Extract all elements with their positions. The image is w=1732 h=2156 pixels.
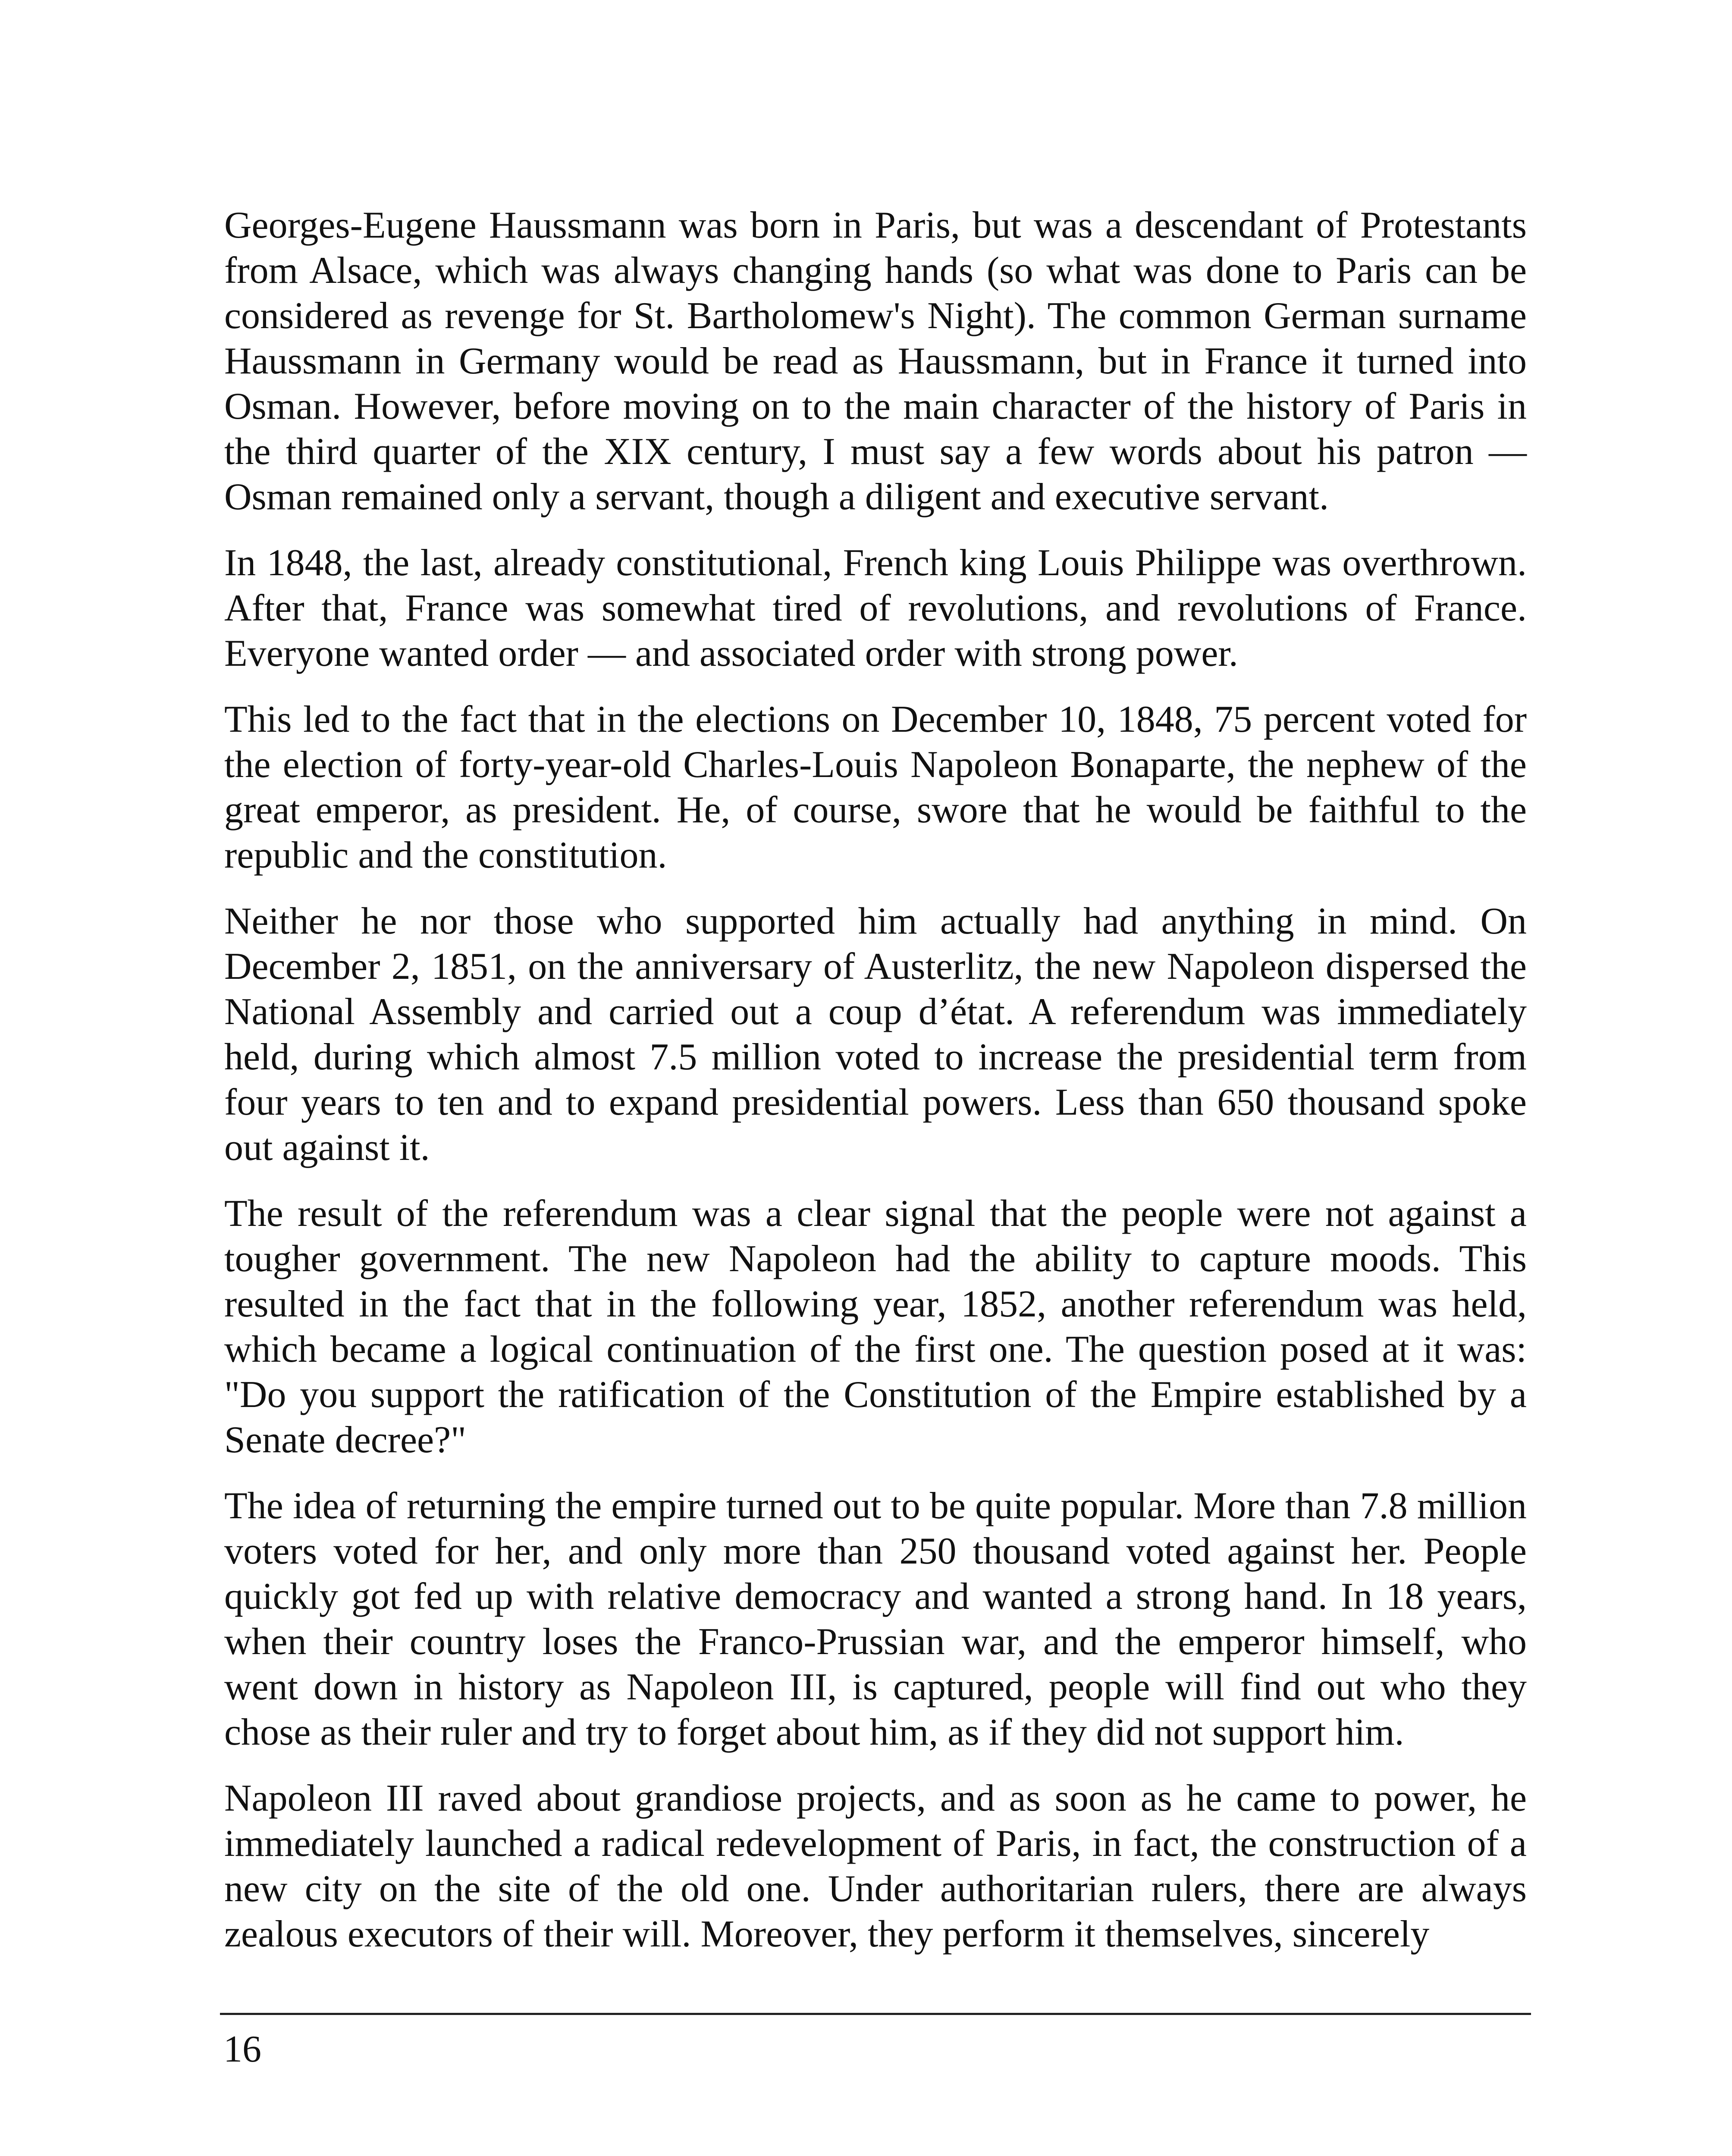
paragraph-5: The result of the referendum was a clear signal that the people were not against a tougher government. The new Napoleon had the ability to capture moods. This resulted in the fact that in the following year, 1852, another referendum was held, which became a logical continuation of the first one. The question posed at it was: "Do you support the ratification of the Constitution of the Empire established by a Senate decree?" — [224, 1193, 1527, 1461]
paragraph-2: In 1848, the last, already constitutional, French king Louis Philippe was overthrown. After that, France was somewhat tired of revolutions, and revolutions of France. Everyone wanted order — and associated order with strong power. — [224, 542, 1527, 674]
paragraph-7: Napoleon III raved about grandiose projects, and as soon as he came to power, he immediately launched a radical redevelopment of Paris, in fact, the construction of a new city on the site of the old one. Under authoritarian rulers, there are always zealous executors of their will. Moreover, they perform it themselves, sincerely — [224, 1777, 1527, 1955]
page-number: 16 — [223, 2028, 261, 2070]
paragraph-3: This led to the fact that in the elections on December 10, 1848, 75 percent voted for the election of forty-year-old Charles-Louis Napoleon Bonaparte, the nephew of the great emperor, as president. He, of course, swore that he would be faithful to the republic and the constitution. — [224, 699, 1527, 876]
paragraph-1: Georges-Eugene Haussmann was born in Paris, but was a descendant of Protestants from Alsace, which was always changing hands (so what was done to Paris can be considered as revenge for St. Bartholomew's Night). The common German surname Haussmann in Germany would be read as Haussmann, but in France it turned into Osman. However, before moving on to the main character of the history of Paris in the third quarter of the XIX century, I must say a few words about his patron — Osman remained only a servant, though a diligent and executive servant. — [224, 204, 1527, 518]
footer-divider — [220, 2013, 1531, 2015]
paragraph-6: The idea of returning the empire turned out to be quite popular. More than 7.8 million voters voted for her, and only more than 250 thousand voted against her. People quickly got fed up with relative democracy and wanted a strong hand. In 18 years, when their country loses the Franco-Prussian war, and the emperor himself, who went down in history as Napoleon III, is captured, people will find out who they chose as their ruler and try to forget about him, as if they did not support him. — [224, 1485, 1527, 1753]
paragraph-4: Neither he nor those who supported him actually had anything in mind. On December 2, 1851, on the anniversary of Austerlitz, the new Napoleon dispersed the National Assembly and carried out a coup d’état. A referendum was immediately held, during which almost 7.5 million voted to increase the presidential term from four years to ten and to expand presidential powers. Less than 650 thousand spoke out against it. — [224, 900, 1527, 1169]
body-text — [224, 203, 1527, 1977]
